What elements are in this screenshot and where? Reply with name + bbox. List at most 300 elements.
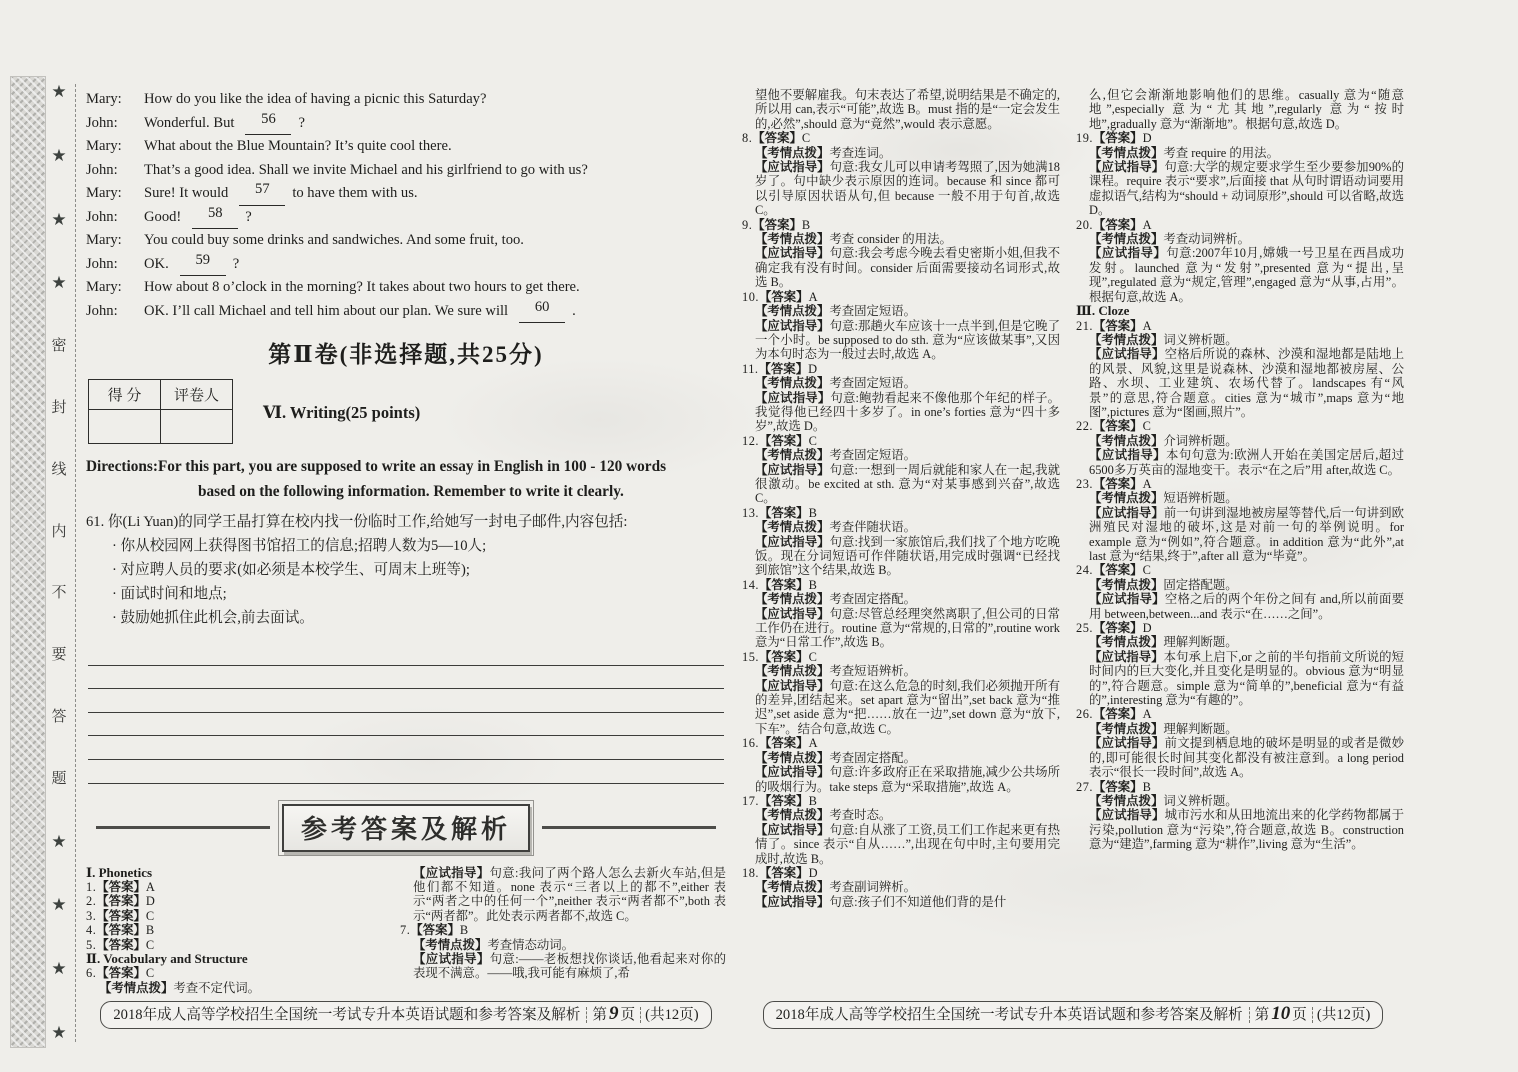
dialog-text: You could buy some drinks and sandwiches. And some fruit, too. bbox=[144, 232, 524, 248]
writing-section-heading: Ⅵ. Writing(25 points) bbox=[263, 403, 421, 422]
seal-star-icon: ★ bbox=[51, 1022, 67, 1043]
answer-body: 望他不要解雇我。句末表达了希望,说明结果是不确定的,所以用 can,表示“可能”,故选 B。must 指的是“一定会发生的,必然”,should 意为“竟然”,would 表示意愿。 bbox=[755, 88, 1060, 131]
dialog-text: How about 8 o’clock in the morning? It takes about two hours to get there. bbox=[144, 279, 580, 295]
question-61-bullets bbox=[86, 534, 726, 630]
answer-body: D bbox=[1142, 621, 1152, 636]
answer-label: 【应试指导】 bbox=[1089, 808, 1165, 823]
answer-label: 【答案】 bbox=[1093, 779, 1143, 794]
dialog-blank-number: 59 bbox=[180, 253, 226, 277]
dialog-line bbox=[86, 159, 726, 183]
page-number: 10 bbox=[1271, 1003, 1291, 1024]
dialog-speaker: John: bbox=[86, 208, 118, 225]
dialog-line bbox=[86, 253, 726, 277]
question-61-bullet: · 你从校园网上获得图书馆招工的信息;招聘人数为5—10人; bbox=[112, 538, 487, 554]
essay-line[interactable] bbox=[88, 760, 724, 784]
answer-label: 【应试指导】 bbox=[413, 952, 490, 966]
seal-band-texture bbox=[10, 76, 46, 1048]
answer-label: 【考情点拨】 bbox=[755, 880, 830, 895]
dialog-speaker: John: bbox=[86, 302, 118, 319]
answer-text bbox=[1089, 722, 1404, 736]
answer-body: 句意:2007年10月,嫦娥一号卫星在西昌成功发射。launched 意为“发射”,presented 意为“提出,呈现”,regulated 意为“规定,管理”,engaged 意为“从事,占用”。根据句意,故选 A。 bbox=[1089, 246, 1404, 304]
dialog-line bbox=[86, 182, 726, 206]
answer-text bbox=[1089, 736, 1404, 779]
answer-label: 【应试指导】 bbox=[1089, 448, 1167, 463]
answer-body: B bbox=[1142, 779, 1151, 794]
grader-label: 评卷人 bbox=[161, 380, 233, 410]
answer-item bbox=[86, 894, 386, 908]
answer-item bbox=[86, 909, 386, 923]
essay-line[interactable] bbox=[88, 666, 724, 690]
dialog-line bbox=[86, 300, 726, 324]
answer-body: 考查副词辨析。 bbox=[829, 880, 917, 895]
answer-number: 6. bbox=[86, 966, 97, 981]
answer-body: 空格后所说的森林、沙漠和湿地都是陆地上的风景、风貌,这里是说森林、沙漠和湿地都被房屋、公路、水坝、工业建筑、农场代替了。landscapes 有“风景”的意思,符合题意。cities 意为“城市”,maps 意为“地图”,pictures 意为“图画,照片”。 bbox=[1089, 347, 1405, 419]
question-61-bullet: · 鼓励她抓住此机会,前去面试。 bbox=[112, 610, 314, 626]
answer-label: 【应试指导】 bbox=[755, 390, 831, 405]
seal-character: 密 bbox=[51, 338, 67, 355]
answer-text bbox=[755, 88, 1060, 131]
banner-rule-right bbox=[542, 826, 716, 829]
answer-number: 15. bbox=[742, 649, 759, 664]
answer-body: D bbox=[808, 865, 818, 880]
answer-label: 【考情点拨】 bbox=[413, 937, 488, 952]
dialog-line bbox=[86, 276, 726, 300]
answer-number: 2. bbox=[86, 894, 97, 909]
page-number: 9 bbox=[609, 1003, 619, 1024]
answer-label: 【答案】 bbox=[759, 505, 809, 520]
answer-number: 23. bbox=[1076, 476, 1093, 491]
answer-text bbox=[413, 952, 726, 981]
answer-item bbox=[742, 506, 1060, 520]
answer-label: 【考情点拨】 bbox=[755, 592, 830, 607]
answer-body: 考查伴随状语。 bbox=[829, 520, 917, 535]
dialog-text-after: . bbox=[572, 302, 576, 319]
answer-label: 【应试指导】 bbox=[1089, 592, 1165, 607]
answer-text bbox=[1089, 146, 1404, 160]
answer-text bbox=[1089, 232, 1404, 246]
answer-label: 【应试指导】 bbox=[755, 822, 830, 837]
answer-label: 【考情点拨】 bbox=[755, 448, 830, 463]
answer-number: 8. bbox=[742, 131, 753, 146]
answer-text bbox=[755, 679, 1060, 737]
answer-body: 句意:在这么危急的时刻,我们必须抛开所有的差异,团结起来。set apart 意为“留出”,set back 意为“推迟”,set aside 意为“把……放在一边”,set down 意为“放下,下车”。结合句意,故选 C。 bbox=[755, 678, 1060, 736]
right-footer-total: (共12页) bbox=[1316, 1007, 1371, 1023]
answer-body: B bbox=[808, 577, 817, 592]
answer-item bbox=[1076, 780, 1404, 794]
seal-star-icon: ★ bbox=[51, 273, 67, 294]
answer-label: 【答案】 bbox=[410, 923, 460, 938]
answer-label: 【答案】 bbox=[1093, 563, 1143, 578]
answer-body: 词义辨析题。 bbox=[1163, 793, 1238, 808]
answer-number: 12. bbox=[742, 433, 759, 448]
dialog-speaker: John: bbox=[86, 114, 118, 131]
answer-label: 【答案】 bbox=[759, 577, 809, 592]
answer-body: 考查固定短语。 bbox=[829, 448, 917, 463]
essay-line[interactable] bbox=[88, 713, 724, 737]
answer-number: 18. bbox=[742, 865, 759, 880]
answer-body: A bbox=[1142, 318, 1152, 333]
answer-body: B bbox=[808, 793, 817, 808]
answer-body: 词义辨析题。 bbox=[1163, 332, 1238, 347]
answer-number: 21. bbox=[1076, 318, 1093, 333]
answer-item bbox=[86, 966, 386, 980]
answer-body: 考查固定搭配。 bbox=[829, 592, 917, 607]
answer-body: C bbox=[145, 908, 155, 923]
right-page-footer bbox=[742, 1001, 1404, 1029]
answer-label: 【答案】 bbox=[96, 894, 146, 909]
dialog-text: Good! bbox=[144, 208, 182, 225]
seal-character: 答 bbox=[51, 708, 67, 725]
answer-body: D bbox=[1142, 131, 1152, 146]
answer-label: 【考情点拨】 bbox=[1089, 577, 1164, 592]
answer-text bbox=[755, 664, 1060, 678]
answer-label: 【答案】 bbox=[759, 736, 809, 751]
answer-item bbox=[400, 923, 726, 937]
answer-label: 【答案】 bbox=[96, 908, 146, 923]
dialog-speaker: Mary: bbox=[86, 279, 122, 295]
answer-item bbox=[742, 218, 1060, 232]
answer-body: 理解判断题。 bbox=[1163, 635, 1238, 650]
answer-body: 句意:那趟火车应该十一点半到,但是它晚了一个小时。be supposed to do sth. 意为“应该做某事”,又因为本句时态为一般过去时,故选 A。 bbox=[755, 318, 1060, 362]
answer-label: 【应试指导】 bbox=[755, 160, 830, 175]
dialog-text-after: ? bbox=[298, 114, 305, 131]
answer-text bbox=[755, 895, 1060, 909]
answer-number: 7. bbox=[400, 923, 411, 938]
directions-label: Directions: bbox=[86, 458, 158, 475]
answer-item bbox=[742, 650, 1060, 664]
answer-number: 26. bbox=[1076, 707, 1093, 722]
answer-body: B bbox=[459, 923, 469, 938]
left-page bbox=[86, 88, 727, 1024]
answer-section-heading: Ⅱ. Vocabulary and Structure bbox=[86, 951, 248, 966]
answer-text bbox=[1089, 246, 1404, 304]
dialog-line bbox=[86, 88, 726, 112]
answer-text bbox=[1089, 160, 1404, 218]
seal-character: 内 bbox=[51, 523, 67, 540]
answer-text bbox=[755, 607, 1060, 650]
answer-number: 20. bbox=[1076, 217, 1093, 232]
answer-body: 考查时态。 bbox=[829, 808, 892, 823]
answer-number: 1. bbox=[86, 879, 97, 894]
answer-text bbox=[755, 880, 1060, 894]
answer-label: 【答案】 bbox=[752, 217, 802, 232]
dialogue-completion-section bbox=[86, 88, 726, 323]
right-page bbox=[742, 88, 1405, 1024]
answers-column-1 bbox=[86, 866, 386, 996]
answer-label: 【答案】 bbox=[1093, 318, 1143, 333]
answer-body: 城市污水和从田地流出来的化学药物都属于污染,pollution 意为“污染”,符合题意,故选 B。construction 意为“建造”,farming 意为“耕作”,living 意为“生活”。 bbox=[1089, 808, 1405, 852]
answer-text bbox=[1089, 448, 1404, 477]
question-61-bullet: · 对应聘人员的要求(如必须是本校学生、可周末上班等); bbox=[112, 562, 470, 578]
answer-item bbox=[86, 938, 386, 952]
question-61-bullet: · 面试时间和地点; bbox=[112, 586, 227, 602]
score-cell-empty[interactable] bbox=[89, 410, 161, 444]
answer-text bbox=[755, 448, 1060, 462]
page-word-before: 第 bbox=[1254, 1007, 1270, 1023]
answer-label: 【考情点拨】 bbox=[1089, 635, 1164, 650]
answer-label: 【考情点拨】 bbox=[755, 520, 830, 535]
answer-text bbox=[755, 376, 1060, 390]
answer-text bbox=[755, 246, 1060, 289]
answer-body: 考查情态动词。 bbox=[487, 937, 575, 952]
answer-text bbox=[755, 463, 1060, 506]
answer-body: 前一句讲到湿地被房屋等替代,后一句讲到欧洲殖民对湿地的破坏,这是对前一句的举例说明。for example 意为“例如”,符合题意。in addition 意为“此外”,at last 意为“结果,终于”,after all 意为“毕竟”。 bbox=[1089, 505, 1404, 563]
answer-label: 【答案】 bbox=[1093, 131, 1143, 146]
answer-section-heading: Ⅲ. Cloze bbox=[1076, 303, 1130, 319]
answer-label: 【考情点拨】 bbox=[1089, 332, 1164, 347]
answer-text bbox=[755, 765, 1060, 794]
answer-body: B bbox=[808, 505, 817, 520]
answer-body: 固定搭配题。 bbox=[1163, 577, 1238, 592]
answer-text bbox=[1089, 434, 1404, 448]
answer-label: 【答案】 bbox=[759, 433, 809, 448]
answer-label: 【应试指导】 bbox=[413, 865, 490, 880]
answers-column-2 bbox=[400, 866, 726, 996]
answer-label: 【应试指导】 bbox=[1089, 347, 1165, 362]
banner-rule-left bbox=[96, 826, 270, 829]
answer-body: 句意:大学的规定要求学生至少要参加90%的课程。require 表示“要求”,后面接 that 从句时谓语动词要用虚拟语气,结构为“should + 动词原形”,should 可以省略,故选 D。 bbox=[1089, 160, 1405, 218]
answer-body: 考查 consider 的用法。 bbox=[829, 232, 952, 247]
score-label: 得 分 bbox=[89, 380, 161, 410]
answer-label: 【答案】 bbox=[1093, 707, 1143, 722]
answer-item bbox=[742, 794, 1060, 808]
answer-text bbox=[1089, 650, 1404, 708]
seal-character: 题 bbox=[51, 770, 67, 787]
answer-text bbox=[1089, 88, 1404, 131]
answer-item bbox=[1076, 707, 1404, 721]
answer-label: 【答案】 bbox=[1093, 217, 1143, 232]
dialog-speaker: Mary: bbox=[86, 185, 122, 201]
answer-label: 【答案】 bbox=[759, 793, 809, 808]
answer-body: C bbox=[145, 937, 155, 952]
right-footer-box bbox=[763, 1001, 1384, 1029]
dialog-text: That’s a good idea. Shall we invite Michael and his girlfriend to go with us? bbox=[144, 161, 588, 178]
answer-body: 本句承上启下,or 之前的半句指前文所说的短时间内的巨大变化,并且变化是明显的。obvious 意为“明显的”,符合题意。simple 意为“简单的”,beneficial 意为“有益的”,interesting 意为“有趣的”。 bbox=[1089, 649, 1404, 708]
dialog-speaker: John: bbox=[86, 255, 118, 272]
answer-text bbox=[1089, 333, 1404, 347]
answer-body: 句意:鲍勃看起来不像他那个年纪的样子。我觉得他已经四十多岁了。in one’s forties 意为“四十多岁”,故选 D。 bbox=[755, 390, 1060, 434]
dialog-speaker: Mary: bbox=[86, 91, 122, 107]
answer-item bbox=[742, 578, 1060, 592]
answer-label: 【答案】 bbox=[758, 361, 809, 376]
answer-body: 考查动词辨析。 bbox=[1163, 232, 1251, 247]
answer-label: 【考情点拨】 bbox=[99, 980, 174, 995]
answer-text bbox=[755, 520, 1060, 534]
dialog-text: What about the Blue Mountain? It’s quite cool there. bbox=[144, 138, 452, 154]
answer-body: C bbox=[808, 433, 817, 448]
answer-body: 句意:尽管总经理突然离职了,但公司的日常工作仍在进行。routine 意为“常规的,日常的”,routine work 意为“日常工作”,故选 B。 bbox=[755, 606, 1060, 650]
dialog-text: OK. bbox=[144, 255, 169, 272]
answer-number: 11. bbox=[742, 361, 759, 376]
answer-body: D bbox=[145, 894, 155, 909]
answer-body: 理解判断题。 bbox=[1163, 721, 1238, 736]
answer-body: 句意:我会考虑今晚去看史密斯小姐,但我不确定我有没有时间。consider 后面需要接动名词形式,故选 B。 bbox=[755, 246, 1060, 290]
answer-number: 5. bbox=[86, 937, 97, 952]
answer-body: 空格之后的两个年份之间有 and,所以前面要用 between,between...and 表示“在……之间”。 bbox=[1089, 592, 1404, 621]
essay-line[interactable] bbox=[88, 642, 724, 666]
answer-text bbox=[1089, 578, 1404, 592]
answer-body: A bbox=[808, 736, 818, 751]
left-footer-page bbox=[586, 1003, 641, 1024]
seal-line-column bbox=[46, 84, 76, 1042]
page-word-before: 第 bbox=[592, 1007, 607, 1023]
answer-item bbox=[742, 131, 1060, 145]
answer-body: 句意:许多政府正在采取措施,减少公共场所的吸烟行为。take steps 意为“采取措施”,故选 A。 bbox=[755, 765, 1060, 794]
answer-number: 14. bbox=[742, 577, 759, 592]
grader-cell-empty[interactable] bbox=[161, 410, 233, 444]
answer-number: 17. bbox=[742, 793, 759, 808]
essay-line[interactable] bbox=[88, 689, 724, 713]
answer-number: 4. bbox=[86, 923, 97, 938]
answer-text bbox=[1089, 491, 1404, 505]
answer-label: 【考情点拨】 bbox=[755, 145, 830, 160]
answer-body: 考查短语辨析。 bbox=[829, 664, 917, 679]
answer-label: 【应试指导】 bbox=[1089, 736, 1165, 751]
answer-body: A bbox=[808, 289, 818, 304]
answer-text bbox=[1089, 592, 1404, 621]
answer-text bbox=[755, 232, 1060, 246]
answer-label: 【应试指导】 bbox=[755, 462, 830, 477]
answer-item bbox=[742, 736, 1060, 750]
answer-label: 【考情点拨】 bbox=[755, 808, 830, 823]
right-footer-text: 2018年成人高等学校招生全国统一考试专升本英语试题和参考答案及解析 bbox=[775, 1007, 1243, 1023]
answer-body: C bbox=[801, 131, 811, 146]
answer-body: C bbox=[145, 966, 155, 981]
answer-item bbox=[742, 866, 1060, 880]
dialog-line bbox=[86, 112, 726, 136]
answer-body: 考查固定短语。 bbox=[829, 304, 917, 319]
answer-item bbox=[86, 880, 386, 894]
dialog-blank-number: 56 bbox=[245, 112, 291, 136]
answer-label: 【考情点拨】 bbox=[755, 376, 830, 391]
answer-body: A bbox=[1142, 217, 1152, 232]
answer-label: 【考情点拨】 bbox=[1089, 721, 1164, 736]
answer-label: 【应试指导】 bbox=[1089, 246, 1167, 261]
answer-label: 【考情点拨】 bbox=[755, 750, 830, 765]
answer-text bbox=[755, 751, 1060, 765]
answer-body: A bbox=[1142, 707, 1152, 722]
answer-label: 【答案】 bbox=[1093, 476, 1143, 491]
answers-banner-row bbox=[96, 804, 716, 852]
dialog-text-after: to have them with us. bbox=[292, 185, 418, 201]
answer-label: 【应试指导】 bbox=[755, 765, 830, 780]
answer-label: 【应试指导】 bbox=[755, 606, 830, 621]
answer-item bbox=[742, 362, 1060, 376]
answer-item bbox=[1076, 131, 1404, 145]
dialog-line bbox=[86, 206, 726, 230]
answer-number: 16. bbox=[742, 736, 759, 751]
answer-number: 22. bbox=[1076, 419, 1093, 434]
directions-line2: based on the following information. Remember to write it clearly. bbox=[198, 483, 624, 500]
answer-body: 句意:——老板想找你谈话,他看起来对你的表现不满意。——哦,我可能有麻烦了,希 bbox=[413, 952, 726, 981]
answer-label: 【答案】 bbox=[1093, 419, 1143, 434]
answer-label: 【考情点拨】 bbox=[755, 232, 830, 247]
answer-label: 【考情点拨】 bbox=[1089, 145, 1164, 160]
dialog-text: Sure! It would bbox=[144, 185, 229, 201]
answer-item bbox=[1076, 563, 1404, 577]
answer-label: 【考情点拨】 bbox=[1089, 433, 1164, 448]
answer-body: 么,但它会渐渐地影响他们的思维。casually 意为“随意地”,especially 意为“尤其地”,regularly 意为“按时地”,gradually 意为“渐渐地”。根据句意,故选 D。 bbox=[1089, 88, 1404, 131]
answer-text bbox=[755, 160, 1060, 218]
answer-label: 【答案】 bbox=[759, 649, 809, 664]
page-word-after: 页 bbox=[1292, 1007, 1307, 1023]
seal-character: 封 bbox=[51, 399, 67, 416]
answer-label: 【考情点拨】 bbox=[755, 664, 830, 679]
answer-number: 13. bbox=[742, 505, 759, 520]
dialog-text-after: ? bbox=[245, 208, 252, 225]
answer-body: 句意:孩子们不知道他们背的是什 bbox=[829, 894, 1007, 909]
seal-star-icon: ★ bbox=[51, 959, 67, 980]
seal-character: 线 bbox=[51, 461, 67, 478]
dialog-speaker: Mary: bbox=[86, 138, 122, 154]
answer-number: 19. bbox=[1076, 131, 1093, 146]
dialog-speaker: John: bbox=[86, 161, 118, 178]
answer-body: 考查连词。 bbox=[829, 145, 892, 160]
answer-body: 句意:自从涨了工资,员工们工作起来更有热情了。since 表示“自从……”,出现在句中时,主句要用完成时,故选 B。 bbox=[755, 822, 1060, 866]
answer-label: 【答案】 bbox=[759, 289, 809, 304]
seal-star-icon: ★ bbox=[51, 82, 67, 102]
answer-section-heading: Ⅰ. Phonetics bbox=[86, 864, 153, 880]
answer-item bbox=[1076, 621, 1404, 635]
seal-star-icon: ★ bbox=[51, 895, 67, 916]
answer-label: 【考情点拨】 bbox=[1089, 793, 1164, 808]
answer-text bbox=[99, 981, 386, 995]
dialog-blank-number: 58 bbox=[192, 206, 238, 230]
essay-writing-lines bbox=[88, 642, 724, 784]
answer-body: 考查不定代词。 bbox=[173, 980, 261, 995]
answer-number: 9. bbox=[742, 217, 753, 232]
answer-body: 句意:一想到一周后就能和家人在一起,我就很激动。be excited at sth. 意为“对某事感到兴奋”,故选 C。 bbox=[755, 462, 1060, 506]
seal-star-icon: ★ bbox=[51, 145, 67, 166]
left-page-answer-columns bbox=[86, 866, 726, 996]
left-footer-box bbox=[100, 1001, 711, 1029]
answers-column-4 bbox=[1076, 88, 1404, 909]
writing-directions bbox=[86, 454, 726, 504]
answer-number: 10. bbox=[742, 289, 759, 304]
right-footer-page bbox=[1249, 1003, 1313, 1024]
dialog-line bbox=[86, 135, 726, 159]
part2-title: 第Ⅱ卷(非选择题,共25分) bbox=[268, 342, 544, 367]
dialog-text: Wonderful. But bbox=[144, 114, 235, 131]
left-page-footer bbox=[86, 1001, 726, 1029]
dialog-blank-number: 60 bbox=[519, 300, 565, 324]
answer-item bbox=[742, 290, 1060, 304]
answer-text bbox=[413, 866, 726, 924]
answer-number: 3. bbox=[86, 908, 97, 923]
directions-line1: For this part, you are supposed to write an essay in English in 100 - 120 words bbox=[157, 458, 667, 475]
left-footer-total: (共12页) bbox=[645, 1007, 699, 1023]
dialog-blank-number: 57 bbox=[239, 182, 285, 206]
answer-text bbox=[1089, 347, 1404, 419]
answer-text bbox=[755, 304, 1060, 318]
answer-text bbox=[1089, 794, 1404, 808]
answer-label: 【答案】 bbox=[1093, 621, 1143, 636]
answer-label: 【应试指导】 bbox=[755, 246, 830, 261]
answer-body: 句意:我问了两个路人怎么去新火车站,但是他们都不知道。none 表示“三者以上的都不”,either 表示“两者之中的任何一个”,neither 表示“两者都不”,both 表示“两者都”。此处表示两者都不,故选 C。 bbox=[413, 865, 727, 923]
answer-body: C bbox=[1142, 563, 1151, 578]
essay-line[interactable] bbox=[88, 736, 724, 760]
answer-number: 25. bbox=[1076, 621, 1093, 636]
answer-body: D bbox=[808, 361, 818, 376]
answer-body: 本句句意为:欧洲人开始在美国定居后,超过6500多万英亩的湿地变干。表示“在之后”用 after,故选 C。 bbox=[1089, 448, 1405, 477]
answer-body: 短语辨析题。 bbox=[1163, 491, 1238, 506]
answer-text bbox=[1089, 635, 1404, 649]
answer-text bbox=[755, 391, 1060, 434]
answer-label: 【应试指导】 bbox=[755, 318, 830, 333]
answer-label: 【答案】 bbox=[752, 131, 802, 146]
answer-body: 介词辨析题。 bbox=[1163, 433, 1238, 448]
answer-number: 24. bbox=[1076, 563, 1093, 578]
